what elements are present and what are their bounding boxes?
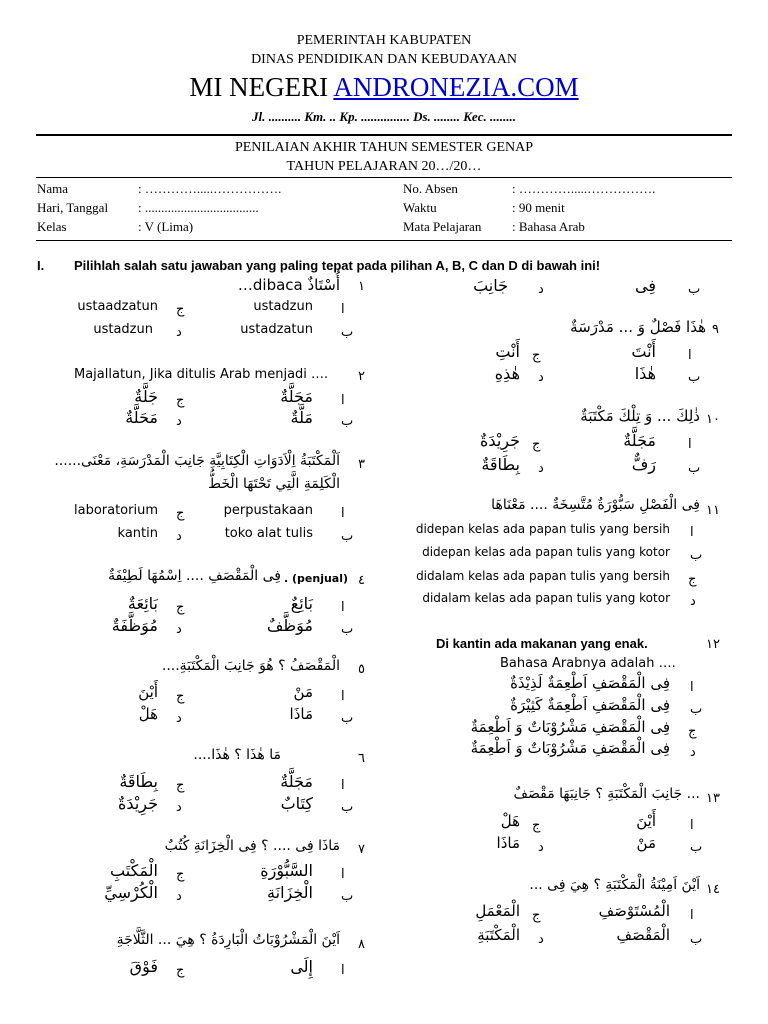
question-text: الْمَقْصَفُ ؟ هُوَ جَانِبَ الْمَكْتَبَةِ.... (161, 658, 340, 674)
option-letter: د (538, 282, 544, 297)
question-text: ذٰلِكَ ... وَ تِلْكَ مَكْتَبَةٌ (580, 407, 700, 425)
option-letter: د (690, 594, 696, 609)
option-d[interactable]: didalam kelas ada papan tulis yang kotor (422, 591, 670, 605)
option-c[interactable]: جَلَّةٌ (134, 387, 158, 406)
question-number: ٧ (358, 842, 365, 857)
option-c[interactable]: laboratorium (73, 503, 158, 518)
school-prefix: MI NEGERI (189, 72, 334, 102)
school-name (0, 72, 768, 103)
option-c[interactable]: هَلْ (500, 812, 520, 830)
option-letter: ج (176, 600, 185, 615)
option-a[interactable]: مَجَلَّةٌ (280, 772, 313, 791)
option-d[interactable]: مَحَلَّةٌ (125, 408, 158, 427)
mapel-value: : Bahasa Arab (512, 219, 585, 234)
option-letter: ج (176, 506, 185, 521)
option-letter: د (690, 745, 696, 760)
option-b[interactable]: مُوَظَّفٌ (266, 616, 313, 635)
question-text: مَاذَا فِى .... ؟ فِى الْخِزَانَةِ كُتُبٌ (164, 838, 340, 854)
option-letter: د (176, 622, 182, 637)
option-letter: د (538, 461, 544, 476)
question-number: ٢ (358, 369, 365, 384)
question-number: ٥ (358, 662, 365, 677)
option-letter: ا (341, 867, 345, 882)
option-c[interactable]: جَرِيْدَةٌ (480, 431, 520, 450)
option-letter: ج (532, 437, 541, 452)
option-letter: ب (341, 325, 354, 340)
option-c[interactable]: بَائِعَةٌ (127, 594, 158, 613)
option-letter: ب (341, 800, 354, 815)
option-a[interactable]: إِلَى (290, 957, 313, 976)
option-letter: د (176, 711, 182, 726)
option-b[interactable]: toko alat tulis (224, 526, 313, 541)
waktu-label: Waktu (403, 200, 437, 215)
question-number: ٨ (358, 937, 365, 952)
question-number: ٦ (358, 751, 365, 766)
option-d[interactable]: جَانِبَ (473, 276, 508, 295)
option-letter: ا (341, 393, 345, 408)
hari-field[interactable]: : ................................... (138, 200, 259, 215)
question-number: ٣ (358, 457, 365, 472)
option-c[interactable]: didalam kelas ada papan tulis yang bersih (416, 569, 670, 583)
option-c[interactable]: فِى الْمَقْصَفِ مَشْرُوْبَاتٌ وَ اَطْعِمَةٌ (470, 718, 670, 736)
nama-label: Nama (37, 181, 69, 196)
option-letter: ب (690, 548, 703, 563)
option-letter: ا (688, 348, 692, 363)
option-a[interactable]: أَيْنَ (636, 812, 656, 830)
option-d[interactable]: الْمَكْتَبَةِ (477, 926, 520, 944)
option-b[interactable]: كِتَابٌ (280, 794, 313, 813)
option-c[interactable]: الْمَكْتَبِ (110, 861, 158, 880)
option-b[interactable]: رَفٌّ (631, 455, 656, 474)
school-link[interactable]: ANDRONEZIA.COM (333, 72, 579, 102)
mapel-label: Mata Pelajaran (403, 219, 482, 234)
option-letter: ب (341, 711, 354, 726)
option-letter: ب (688, 282, 701, 297)
option-b[interactable]: ustadzatun (240, 322, 313, 337)
option-letter: ج (532, 348, 541, 363)
option-d[interactable]: جَرِيْدَةٌ (118, 794, 158, 813)
kelas-label: Kelas (37, 219, 67, 234)
option-c[interactable]: أَيْنَ (138, 683, 158, 701)
option-d[interactable]: هٰذِهِ (494, 364, 520, 383)
option-d[interactable]: فِى الْمَقْصَفِ مَشْرُوْبَاتٌ وَ اَطْعِمَةٌ (470, 739, 670, 757)
option-letter: ا (690, 818, 694, 833)
option-letter: ب (690, 702, 703, 717)
option-b[interactable]: فِى (635, 276, 656, 295)
question-number: ١٢ (706, 637, 720, 652)
question-text: فِى الْمَقْصَفِ .... اِسْمُهَا لَطِيْفَةٌ (108, 568, 281, 584)
option-letter: ا (341, 600, 345, 615)
option-letter: ج (688, 572, 697, 587)
option-letter: ب (688, 370, 701, 385)
option-d[interactable]: مَاذَا (496, 834, 520, 852)
option-letter: د (176, 325, 182, 340)
question-text: Majallatun, Jika ditulis Arab menjadi …. (74, 367, 329, 382)
option-letter: ا (690, 525, 694, 540)
option-letter: ا (690, 680, 694, 695)
option-letter: ب (341, 529, 354, 544)
option-a[interactable]: الْمُسْتَوْصَفِ (598, 902, 670, 920)
question-text: أُسْتَاذٌ dibaca… (237, 276, 340, 294)
option-a[interactable]: السَّبُّوْرَةِ (260, 861, 313, 880)
question-text: اَيْنَ الْمَشْرُوْبَاتُ الْبَارِدَةُ ؟ هِيَ ... الثَّلَّاجَةِ (116, 932, 340, 948)
option-letter: ب (690, 932, 703, 947)
option-b[interactable]: الْخِزَانَةِ (267, 883, 313, 902)
option-letter: ب (341, 889, 354, 904)
question-hint: . (penjual) (284, 572, 349, 585)
question-number: ١٤ (706, 882, 720, 897)
option-letter: ب (341, 622, 354, 637)
question-subtext: Bahasa Arabnya adalah …. (500, 656, 676, 671)
option-d[interactable]: الْكُرْسِيِّ (104, 883, 158, 902)
divider-info-bottom (36, 240, 732, 241)
question-text-line-2: الْكَلِمَةِ الَّتِي تَحْتَهَا الْخَطُّ (208, 476, 340, 492)
question-text: Di kantin ada makanan yang enak. (436, 636, 648, 651)
option-letter: د (538, 932, 544, 947)
option-letter: ج (176, 689, 185, 704)
option-b[interactable]: مَاذَا (289, 705, 313, 723)
option-b[interactable]: مَلَّةٌ (290, 408, 313, 427)
section-roman: I. (37, 258, 45, 273)
option-letter: ا (341, 506, 345, 521)
option-c[interactable]: الْمَعْمَلِ (475, 902, 520, 920)
option-d[interactable]: هَلْ (138, 705, 158, 723)
option-c[interactable]: فَوْقَ (129, 957, 158, 976)
exam-title: PENILAIAN AKHIR TAHUN SEMESTER GENAP (234, 140, 534, 155)
option-a[interactable]: بَائِعٌ (290, 594, 313, 613)
question-text: اَيْنَ اَمِيْنَةُ الْمَكْتَبَةِ ؟ هِيَ فِى ... (529, 877, 700, 893)
question-text: ... جَانِبَ الْمَكْتَبَةِ ؟ جَانِبَهَا مَقْصَفٌ (513, 786, 700, 802)
option-d[interactable]: مُوَظَّفَةٌ (111, 616, 158, 635)
absen-label: No. Absen (403, 181, 458, 196)
option-a[interactable]: مَنْ (293, 683, 313, 701)
option-letter: ب (688, 461, 701, 476)
question-number: ٩ (712, 322, 719, 337)
option-b[interactable]: هٰذَا (634, 364, 656, 383)
exam-year: TAHUN PELAJARAN 20…/20… (286, 159, 482, 174)
option-letter: د (176, 414, 182, 429)
option-letter: ا (690, 908, 694, 923)
question-number: ١ (358, 279, 365, 294)
nama-field[interactable]: : ………….....……………. (138, 181, 282, 196)
absen-field[interactable]: : ………….....……………. (512, 181, 656, 196)
option-letter: د (538, 840, 544, 855)
option-d[interactable]: بِطَاقَةٌ (481, 455, 520, 474)
option-letter: ا (341, 302, 345, 317)
option-b[interactable]: didepan kelas ada papan tulis yang kotor (422, 545, 670, 559)
question-text: فِى الْفَصْلِ سَبُّوْرَةٌ مُتَّسِخَةٌ .... مَعْنَاهَا (491, 497, 700, 513)
option-letter: ا (341, 689, 345, 704)
option-letter: ج (176, 867, 185, 882)
option-letter: ا (341, 778, 345, 793)
option-b[interactable]: مَنْ (636, 834, 656, 852)
question-number: ١١ (706, 503, 720, 518)
question-text-line-1: اَلْمَكْتَبَةُ اِلْاَدَوَاتِ الْكِتَابِيَّةِ جَانِبَ الْمَدْرَسَةِ، مَعْنَى...... (54, 453, 340, 469)
option-a[interactable]: مَجَلَّةٌ (280, 387, 313, 406)
option-c[interactable]: أَنْتِ (495, 342, 520, 361)
instruction: Pilihlah salah satu jawaban yang paling tepat pada pilihan A, B, C dan D di bawah ini! (74, 258, 601, 273)
option-letter: ج (532, 818, 541, 833)
option-letter: ا (688, 437, 692, 452)
option-c[interactable]: ustaadzatun (77, 299, 158, 314)
divider-info-top (36, 177, 732, 178)
option-letter: د (538, 370, 544, 385)
option-letter: د (176, 800, 182, 815)
option-letter: ج (176, 393, 185, 408)
divider-top (36, 134, 732, 136)
option-letter: ب (690, 840, 703, 855)
option-a[interactable]: perpustakaan (223, 503, 313, 518)
option-letter: ج (176, 963, 185, 978)
option-letter: ج (688, 724, 697, 739)
option-c[interactable]: بِطَاقَةٌ (119, 772, 158, 791)
option-letter: د (176, 529, 182, 544)
option-letter: ج (176, 302, 185, 317)
option-a[interactable]: مَجَلَّةٌ (623, 431, 656, 450)
option-a[interactable]: ustadzun (253, 299, 313, 314)
option-b[interactable]: الْمَقْصَفِ (616, 926, 670, 944)
question-number: ١٠ (706, 412, 720, 427)
option-a[interactable]: فِى الْمَقْصَفِ اَطْعِمَةٌ لَذِيْذَةٌ (510, 674, 670, 692)
option-a[interactable]: أَنْتَ (631, 342, 656, 361)
question-text: هٰذَا فَصْلٌ وَ ... مَدْرَسَةٌ (570, 318, 706, 336)
option-letter: ج (176, 778, 185, 793)
question-number: ١٣ (706, 791, 720, 806)
option-letter: د (176, 889, 182, 904)
option-b[interactable]: فِى الْمَقْصَفِ اَطْعِمَةٌ كَثِيْرَةٌ (510, 696, 670, 714)
kelas-value: : V (Lima) (138, 219, 194, 234)
question-number: ٤ (358, 573, 365, 588)
option-letter: ج (532, 908, 541, 923)
waktu-value: : 90 menit (512, 200, 565, 215)
address: Jl. .......... Km. .. Kp. ............... Ds. ........ Kec. ........ (252, 109, 516, 124)
header-line-1: PEMERINTAH KABUPATEN (296, 33, 472, 48)
header-line-2: DINAS PENDIDIKAN DAN KEBUDAYAAN (251, 52, 517, 67)
question-text: مَا هٰذَا ؟ هٰذَا.... (193, 747, 281, 763)
option-letter: ب (341, 414, 354, 429)
option-letter: ا (341, 963, 345, 978)
hari-label: Hari, Tanggal (37, 200, 109, 215)
option-d[interactable]: kantin (117, 526, 158, 541)
option-a[interactable]: didepan kelas ada papan tulis yang bersih (415, 522, 670, 536)
option-d[interactable]: ustadzun (93, 322, 153, 337)
